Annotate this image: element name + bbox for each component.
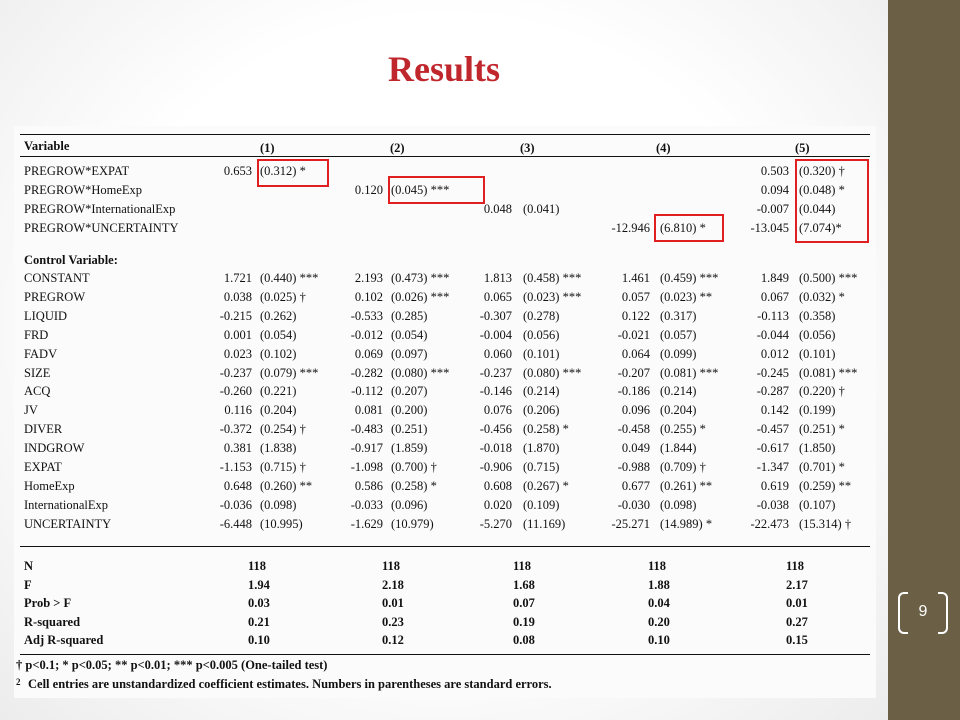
standard-error-value: (0.057) bbox=[660, 327, 697, 342]
coefficient-value: 0.049 bbox=[621, 441, 650, 456]
standard-error-value: (1.859) bbox=[391, 441, 428, 456]
model-header: (3) bbox=[520, 141, 535, 155]
standard-error-value: (0.459) *** bbox=[660, 271, 719, 285]
coefficient-value: -22.473 bbox=[750, 516, 789, 531]
coefficient-value: 0.069 bbox=[354, 346, 383, 361]
coefficient-value: -0.113 bbox=[757, 308, 789, 323]
standard-error-value: (0.254) † bbox=[260, 422, 306, 437]
model-header: (2) bbox=[390, 141, 405, 155]
standard-error-value: (0.199) bbox=[799, 403, 836, 418]
stat-value: 0.07 bbox=[513, 596, 535, 610]
coefficient-value: 0.057 bbox=[621, 289, 650, 304]
stat-value: 0.19 bbox=[513, 614, 535, 629]
standard-error-value: (0.214) bbox=[660, 384, 697, 399]
standard-error-value: (0.081) *** bbox=[799, 365, 858, 380]
stat-value: 118 bbox=[382, 559, 401, 573]
standard-error-value: (0.473) *** bbox=[391, 271, 450, 285]
coefficient-value: -1.347 bbox=[756, 460, 789, 474]
stat-value: 1.68 bbox=[513, 577, 535, 592]
standard-error-value: (0.258) * bbox=[391, 478, 437, 493]
coefficient-value: 0.076 bbox=[483, 403, 512, 418]
coefficient-value: 0.677 bbox=[621, 478, 650, 493]
coefficient-value: 0.023 bbox=[223, 346, 252, 361]
stat-label: Prob > F bbox=[24, 596, 72, 610]
stat-value: 0.04 bbox=[648, 596, 670, 610]
note-marker: 2 bbox=[16, 677, 21, 687]
coefficient-value: 0.096 bbox=[621, 403, 650, 418]
standard-error-value: (6.810) * bbox=[660, 220, 706, 235]
coefficient-value: 0.503 bbox=[760, 164, 789, 178]
variable-label: FRD bbox=[24, 327, 49, 342]
coefficient-value: -0.036 bbox=[219, 497, 252, 512]
coefficient-value: 0.142 bbox=[760, 403, 789, 418]
coefficient-value: -0.237 bbox=[219, 365, 252, 380]
stat-value: 2.18 bbox=[382, 577, 404, 592]
standard-error-value: (0.261) ** bbox=[660, 478, 713, 493]
standard-error-value: (0.701) * bbox=[799, 460, 845, 474]
standard-error-value: (0.700) † bbox=[391, 460, 437, 474]
standard-error-value: (1.850) bbox=[799, 441, 836, 456]
standard-error-value: (10.979) bbox=[391, 516, 434, 531]
header-variable: Variable bbox=[24, 139, 70, 153]
coefficient-value: 1.813 bbox=[483, 271, 512, 285]
model-header: (4) bbox=[656, 141, 671, 155]
variable-label: UNCERTAINTY bbox=[24, 516, 112, 531]
coefficient-value: -1.629 bbox=[350, 516, 383, 531]
stat-value: 0.03 bbox=[248, 596, 270, 610]
stat-label: R-squared bbox=[24, 614, 81, 629]
variable-label: INDGROW bbox=[24, 441, 85, 456]
standard-error-value: (0.048) * bbox=[799, 182, 845, 197]
standard-error-value: (0.260) ** bbox=[260, 478, 313, 493]
standard-error-value: (0.023) *** bbox=[523, 289, 582, 304]
coefficient-value: -0.146 bbox=[479, 384, 512, 399]
model-header: (1) bbox=[260, 141, 275, 155]
standard-error-value: (0.715) bbox=[523, 460, 560, 474]
cell-entries-note: Cell entries are unstandardized coefficient estimates. Numbers in parentheses are standard errors. bbox=[28, 677, 552, 691]
coefficient-value: 0.048 bbox=[483, 201, 512, 216]
standard-error-value: (0.056) bbox=[799, 327, 836, 342]
standard-error-value: (1.870) bbox=[523, 441, 560, 456]
standard-error-value: (0.109) bbox=[523, 497, 560, 512]
coefficient-value: -0.004 bbox=[479, 327, 512, 342]
standard-error-value: (10.995) bbox=[260, 516, 303, 531]
standard-error-value: (0.025) † bbox=[260, 289, 306, 304]
coefficient-value: -13.045 bbox=[750, 220, 789, 235]
coefficient-value: -0.533 bbox=[350, 308, 383, 323]
coefficient-value: -0.483 bbox=[350, 422, 383, 437]
standard-error-value: (0.285) bbox=[391, 308, 428, 323]
coefficient-value: -0.207 bbox=[617, 365, 650, 380]
standard-error-value: (0.099) bbox=[660, 346, 697, 361]
standard-error-value: (0.255) * bbox=[660, 422, 706, 437]
standard-error-value: (14.989) * bbox=[660, 516, 713, 531]
coefficient-value: 0.586 bbox=[354, 478, 383, 493]
coefficient-value: 0.065 bbox=[483, 289, 512, 304]
variable-label: InternationalExp bbox=[24, 497, 108, 512]
variable-label: PREGROW*HomeExp bbox=[24, 182, 143, 197]
stat-value: 0.20 bbox=[648, 614, 670, 629]
stat-value: 0.21 bbox=[248, 614, 270, 629]
stat-value: 0.12 bbox=[382, 633, 404, 647]
standard-error-value: (0.207) bbox=[391, 384, 428, 399]
variable-label: EXPAT bbox=[24, 460, 62, 474]
coefficient-value: -0.260 bbox=[219, 384, 252, 399]
page-number bbox=[908, 592, 938, 632]
coefficient-value: -0.237 bbox=[479, 365, 512, 380]
variable-label: PREGROW*UNCERTAINTY bbox=[24, 220, 179, 235]
standard-error-value: (0.080) *** bbox=[391, 365, 450, 380]
standard-error-value: (0.200) bbox=[391, 403, 428, 418]
top-rule bbox=[20, 134, 870, 135]
standard-error-value: (0.259) ** bbox=[799, 478, 852, 493]
variable-label: SIZE bbox=[24, 365, 51, 380]
coefficient-value: -1.098 bbox=[350, 460, 383, 474]
highlight-box bbox=[257, 159, 329, 187]
coefficient-value: 0.102 bbox=[354, 289, 383, 304]
coefficient-value: 0.020 bbox=[483, 497, 512, 512]
standard-error-value: (0.204) bbox=[660, 403, 697, 418]
coefficient-value: 0.116 bbox=[224, 403, 252, 418]
coefficient-value: 0.038 bbox=[223, 289, 252, 304]
right-bracket-icon bbox=[938, 592, 948, 634]
standard-error-value: (0.221) bbox=[260, 384, 297, 399]
stat-value: 118 bbox=[513, 559, 532, 573]
coefficient-value: 0.381 bbox=[223, 441, 252, 456]
slide-title: Results bbox=[387, 49, 500, 89]
stat-value: 0.01 bbox=[786, 596, 808, 610]
coefficient-value: -0.038 bbox=[756, 497, 789, 512]
coefficient-value: -0.215 bbox=[219, 308, 252, 323]
stat-value: 0.23 bbox=[382, 614, 404, 629]
variable-label: HomeExp bbox=[24, 478, 75, 493]
standard-error-value: (0.251) bbox=[391, 422, 428, 437]
variable-label: PREGROW*InternationalExp bbox=[24, 201, 176, 216]
stat-value: 118 bbox=[248, 559, 267, 573]
highlight-box bbox=[654, 214, 724, 242]
standard-error-value: (0.041) bbox=[523, 201, 560, 216]
coefficient-value: -0.007 bbox=[756, 201, 789, 216]
standard-error-value: (0.045) *** bbox=[391, 182, 450, 197]
coefficient-value: -0.033 bbox=[350, 497, 383, 512]
standard-error-value: (1.844) bbox=[660, 441, 697, 456]
standard-error-value: (0.098) bbox=[260, 497, 297, 512]
standard-error-value: (0.204) bbox=[260, 403, 297, 418]
standard-error-value: (0.317) bbox=[660, 308, 697, 323]
standard-error-value: (0.054) bbox=[391, 327, 428, 342]
standard-error-value: (0.267) * bbox=[523, 478, 569, 493]
stat-value: 1.88 bbox=[648, 577, 670, 592]
coefficient-value: 0.060 bbox=[483, 346, 512, 361]
standard-error-value: (0.709) † bbox=[660, 460, 706, 474]
standard-error-value: (0.440) *** bbox=[260, 271, 319, 285]
standard-error-value: (0.097) bbox=[391, 346, 428, 361]
standard-error-value: (0.220) † bbox=[799, 384, 845, 399]
standard-error-value: (7.074)* bbox=[799, 220, 842, 235]
coefficient-value: -0.457 bbox=[756, 422, 789, 437]
coefficient-value: 1.849 bbox=[760, 271, 789, 285]
coefficient-value: -0.245 bbox=[756, 365, 789, 380]
standard-error-value: (0.032) * bbox=[799, 289, 845, 304]
standard-error-value: (11.169) bbox=[523, 516, 566, 531]
coefficient-value: -12.946 bbox=[611, 220, 650, 235]
significance-note: † p<0.1; * p<0.05; ** p<0.01; *** p<0.005 (One-tailed test) bbox=[16, 658, 328, 672]
coefficient-value: 0.094 bbox=[760, 182, 789, 197]
stat-value: 0.15 bbox=[786, 633, 808, 647]
coefficient-value: 0.120 bbox=[354, 182, 383, 197]
coefficient-value: 0.653 bbox=[223, 164, 252, 178]
variable-label: ACQ bbox=[24, 384, 51, 399]
stat-value: 0.10 bbox=[648, 633, 670, 647]
coefficient-value: -0.988 bbox=[617, 460, 650, 474]
stat-value: 118 bbox=[648, 559, 667, 573]
coefficient-value: -0.012 bbox=[350, 327, 383, 342]
coefficient-value: -0.372 bbox=[219, 422, 252, 437]
standard-error-value: (0.312) * bbox=[260, 164, 306, 178]
coefficient-value: -0.030 bbox=[617, 497, 650, 512]
coefficient-value: 1.461 bbox=[621, 271, 650, 285]
standard-error-value: (0.079) *** bbox=[260, 365, 319, 380]
coefficient-value: -0.458 bbox=[617, 422, 650, 437]
standard-error-value: (1.838) bbox=[260, 441, 297, 456]
coefficients-bottom-rule bbox=[20, 546, 870, 547]
coefficient-value: -0.617 bbox=[756, 441, 789, 456]
coefficient-value: 0.122 bbox=[621, 308, 650, 323]
coefficient-value: -0.044 bbox=[756, 327, 789, 342]
standard-error-value: (0.101) bbox=[799, 346, 836, 361]
stat-value: 2.17 bbox=[786, 577, 808, 592]
variable-label: CONSTANT bbox=[24, 271, 90, 285]
standard-error-value: (0.026) *** bbox=[391, 289, 450, 304]
standard-error-value: (0.258) * bbox=[523, 422, 569, 437]
standard-error-value: (0.056) bbox=[523, 327, 560, 342]
standard-error-value: (0.214) bbox=[523, 384, 560, 399]
coefficient-value: -0.287 bbox=[756, 384, 789, 399]
coefficient-value: -0.021 bbox=[617, 327, 650, 342]
coefficient-value: -0.186 bbox=[617, 384, 650, 399]
standard-error-value: (0.320) † bbox=[799, 164, 845, 178]
variable-label: JV bbox=[24, 403, 38, 418]
coefficient-value: 0.067 bbox=[760, 289, 789, 304]
coefficient-value: 0.064 bbox=[621, 346, 650, 361]
coefficient-value: 0.608 bbox=[483, 478, 512, 493]
coefficient-value: 0.012 bbox=[760, 346, 789, 361]
standard-error-value: (0.101) bbox=[523, 346, 560, 361]
coefficient-value: -0.282 bbox=[350, 365, 383, 380]
standard-error-value: (0.107) bbox=[799, 497, 836, 512]
standard-error-value: (0.102) bbox=[260, 346, 297, 361]
control-variable-heading: Control Variable: bbox=[24, 253, 118, 267]
variable-label: LIQUID bbox=[24, 308, 68, 323]
standard-error-value: (0.251) * bbox=[799, 422, 845, 437]
page-number-text: 9 bbox=[918, 603, 928, 620]
stat-value: 1.94 bbox=[248, 577, 270, 592]
standard-error-value: (0.081) *** bbox=[660, 365, 719, 380]
coefficient-value: 0.619 bbox=[760, 478, 789, 493]
highlight-box bbox=[388, 176, 485, 204]
coefficient-value: 2.193 bbox=[354, 271, 383, 285]
standard-error-value: (15.314) † bbox=[799, 516, 852, 531]
standard-error-value: (0.206) bbox=[523, 403, 560, 418]
coefficient-value: -0.906 bbox=[479, 460, 512, 474]
stat-value: 0.27 bbox=[786, 614, 808, 629]
standard-error-value: (0.262) bbox=[260, 308, 297, 323]
stat-label: F bbox=[24, 577, 32, 592]
stat-label: Adj R-squared bbox=[24, 633, 104, 647]
standard-error-value: (0.096) bbox=[391, 497, 428, 512]
coefficient-value: -0.307 bbox=[479, 308, 512, 323]
standard-error-value: (0.500) *** bbox=[799, 271, 858, 285]
stat-value: 0.08 bbox=[513, 633, 535, 647]
coefficient-value: 0.648 bbox=[223, 478, 252, 493]
coefficient-value: -0.018 bbox=[479, 441, 512, 456]
variable-label: PREGROW bbox=[24, 289, 86, 304]
stat-value: 0.01 bbox=[382, 596, 404, 610]
coefficient-value: -0.917 bbox=[350, 441, 383, 456]
stat-label: N bbox=[24, 559, 34, 573]
standard-error-value: (0.054) bbox=[260, 327, 297, 342]
standard-error-value: (0.080) *** bbox=[523, 365, 582, 380]
standard-error-value: (0.044) bbox=[799, 201, 836, 216]
standard-error-value: (0.278) bbox=[523, 308, 560, 323]
stat-value: 0.10 bbox=[248, 633, 270, 647]
standard-error-value: (0.023) ** bbox=[660, 289, 713, 304]
model-header: (5) bbox=[795, 141, 810, 155]
highlight-box bbox=[795, 159, 869, 243]
coefficient-value: -6.448 bbox=[219, 516, 252, 531]
standard-error-value: (0.715) † bbox=[260, 460, 306, 474]
coefficient-value: 0.081 bbox=[354, 403, 383, 418]
left-bracket-icon bbox=[898, 592, 908, 634]
variable-label: FADV bbox=[24, 346, 58, 361]
coefficient-value: -1.153 bbox=[219, 460, 252, 474]
coefficient-value: 0.001 bbox=[223, 327, 252, 342]
coefficient-value: -25.271 bbox=[611, 516, 650, 531]
regression-table bbox=[14, 126, 876, 698]
coefficient-value: 1.721 bbox=[223, 271, 252, 285]
standard-error-value: (0.458) *** bbox=[523, 271, 582, 285]
standard-error-value: (0.098) bbox=[660, 497, 697, 512]
coefficient-value: -0.456 bbox=[479, 422, 512, 437]
header-rule bbox=[20, 156, 870, 157]
variable-label: PREGROW*EXPAT bbox=[24, 164, 130, 178]
standard-error-value: (0.358) bbox=[799, 308, 836, 323]
stat-value: 118 bbox=[786, 559, 805, 573]
stats-bottom-rule bbox=[20, 654, 870, 655]
coefficient-value: -0.112 bbox=[351, 384, 383, 399]
coefficient-value: -5.270 bbox=[479, 516, 512, 531]
variable-label: DIVER bbox=[24, 422, 63, 437]
